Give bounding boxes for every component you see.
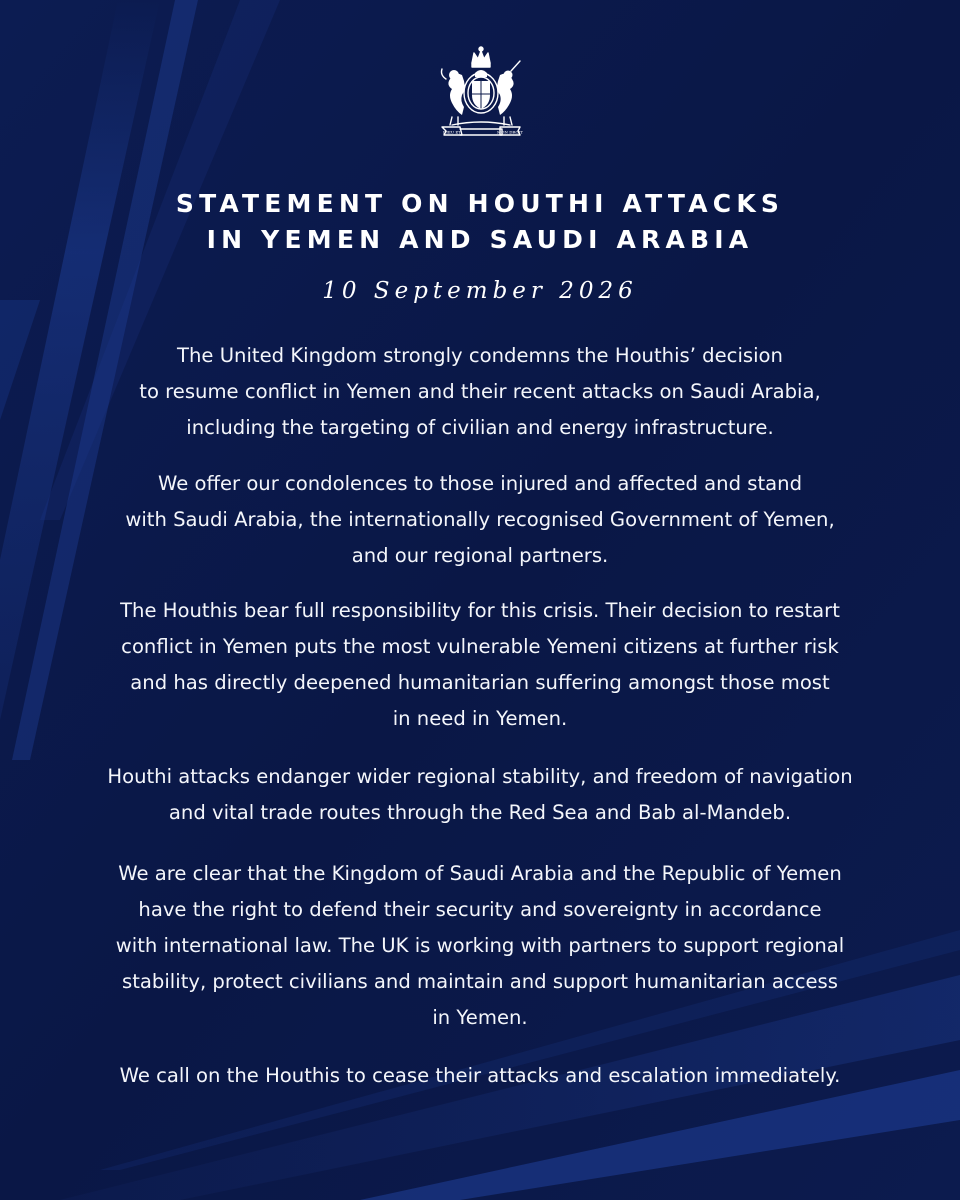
paragraph-condolences [0, 466, 960, 574]
statement-title [0, 186, 960, 258]
paragraph-line: Houthi attacks endanger wider regional stability, and freedom of navigation [107, 765, 853, 788]
paragraph-call-to-cease [0, 1058, 960, 1094]
paragraph-line: including the targeting of civilian and energy infrastructure. [186, 416, 774, 439]
svg-text:DIEU ET: DIEU ET [443, 129, 461, 135]
paragraph-line: We call on the Houthis to cease their attacks and escalation immediately. [119, 1064, 841, 1087]
paragraph-line: to resume conflict in Yemen and their recent attacks on Saudi Arabia, [139, 380, 821, 403]
royal-coat-of-arms-icon [428, 45, 534, 141]
title-line-2: IN YEMEN AND SAUDI ARABIA [206, 225, 754, 254]
svg-text:MON DROIT: MON DROIT [497, 129, 523, 135]
paragraph-line: and vital trade routes through the Red Sea and Bab al-Mandeb. [168, 801, 792, 824]
paragraph-line: in Yemen. [432, 1006, 528, 1029]
paragraph-responsibility [0, 593, 960, 737]
paragraph-line: with Saudi Arabia, the internationally recognised Government of Yemen, [125, 508, 835, 531]
paragraph-line: conflict in Yemen puts the most vulnerable Yemeni citizens at further risk [121, 635, 839, 658]
statement-date: 10 September 2026 [322, 278, 638, 304]
paragraph-line: stability, protect civilians and maintain and support humanitarian access [122, 970, 838, 993]
paragraph-line: We are clear that the Kingdom of Saudi Arabia and the Republic of Yemen [118, 862, 842, 885]
paragraph-line: We offer our condolences to those injured and affected and stand [157, 472, 803, 495]
paragraph-right-to-defend [0, 856, 960, 1036]
paragraph-regional-stability [0, 759, 960, 831]
paragraph-line: The United Kingdom strongly condemns the Houthis’ decision [177, 344, 783, 367]
paragraph-line: with international law. The UK is working with partners to support regional [115, 934, 845, 957]
paragraph-line: have the right to defend their security and sovereignty in accordance [138, 898, 822, 921]
paragraph-condemnation [0, 338, 960, 446]
paragraph-line: and our regional partners. [351, 544, 609, 567]
paragraph-line: in need in Yemen. [392, 707, 568, 730]
paragraph-line: and has directly deepened humanitarian suffering amongst those most [130, 671, 830, 694]
title-line-1: STATEMENT ON HOUTHI ATTACKS [175, 189, 785, 218]
paragraph-line: The Houthis bear full responsibility for this crisis. Their decision to restart [120, 599, 840, 622]
